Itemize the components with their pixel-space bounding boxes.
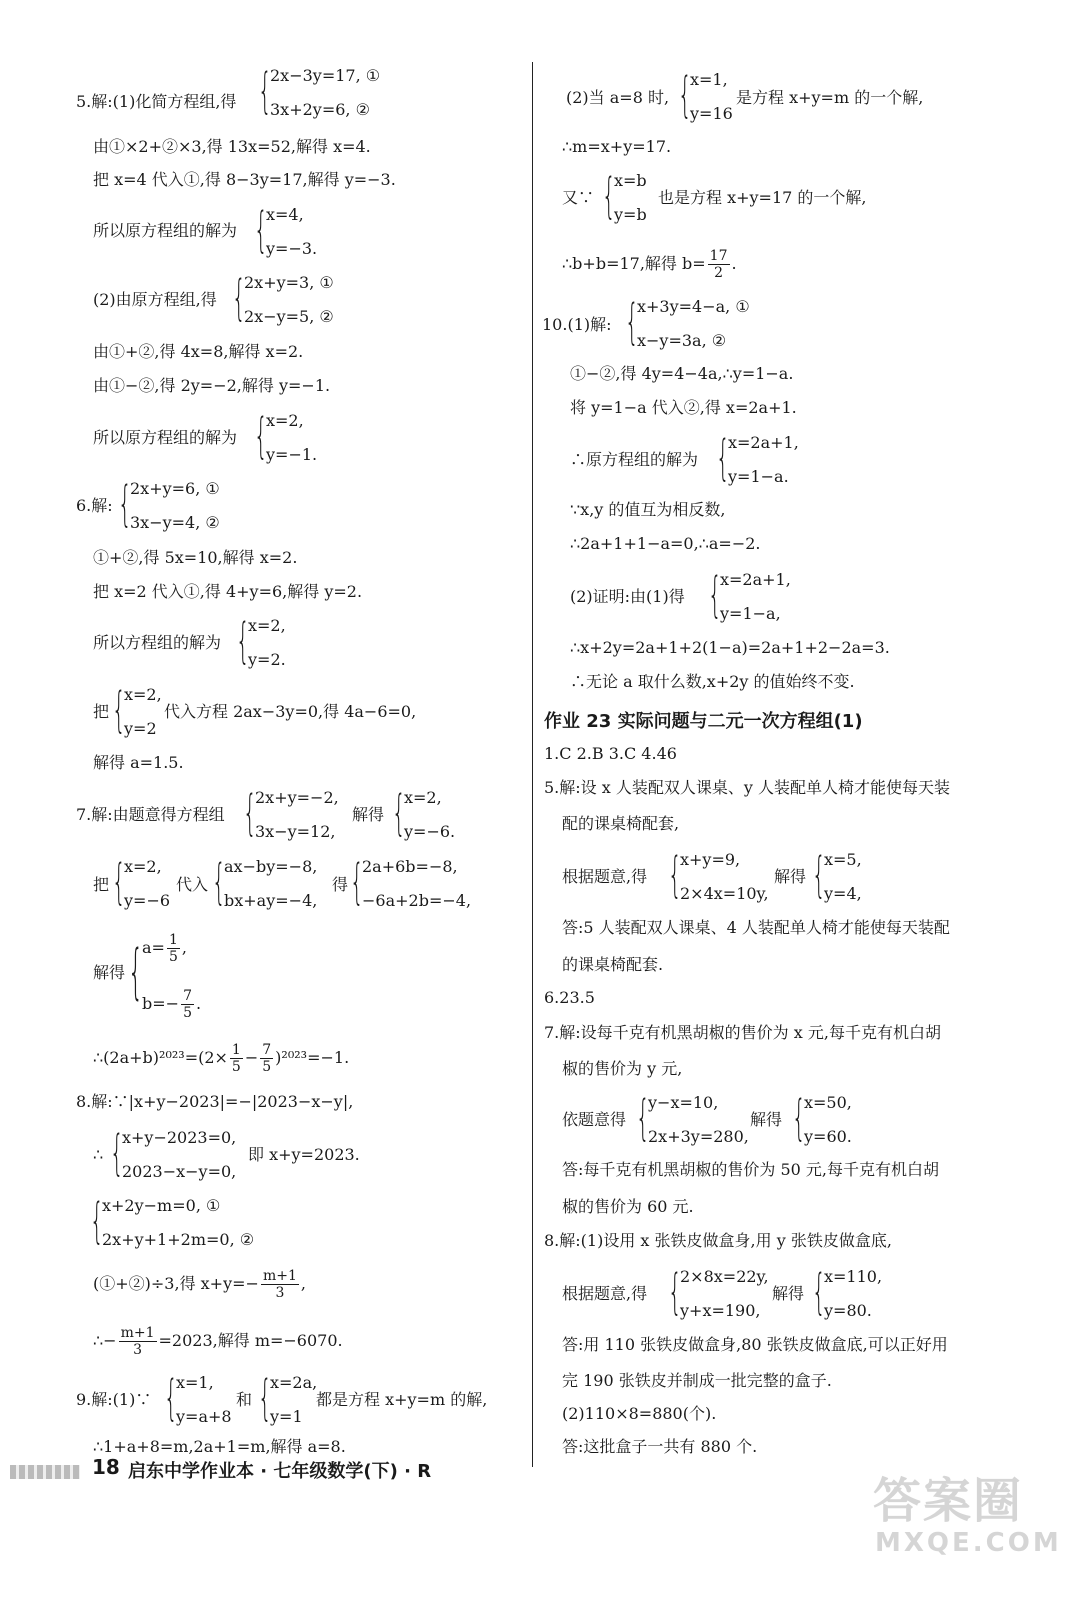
p6-line-4: 所以方程组的解为 — [93, 633, 222, 652]
p8-line-2b: 即 x+y=2023. — [248, 1145, 360, 1164]
p5-line-2: 由①×2+②×3,得 13x=52,解得 x=4. — [93, 137, 371, 156]
q5-line-5: 的课桌椅配套. — [562, 955, 664, 974]
q8-line-3: 答:用 110 张铁皮做盒身,80 张铁皮做盒底,可以正好用 — [562, 1335, 948, 1354]
p6-line-6: 解得 a=1.5. — [93, 753, 184, 772]
answers-1-4: 1.C 2.B 3.C 4.46 — [544, 744, 677, 763]
page-number: 18 — [92, 1455, 120, 1479]
p9-line-4: ∴m=x+y=17. — [562, 137, 672, 156]
p7-a-value: a= $\frac{1}{5}$ , — [142, 932, 187, 965]
q5-line-2: 配的课桌椅配套, — [562, 814, 680, 833]
section-heading: 作业 23 实际问题与二元一次方程组(1) — [544, 711, 863, 732]
p7-line-2b: 代入 — [176, 875, 209, 894]
q8-solve-label: 解得 — [772, 1284, 805, 1303]
p7-solve-label: 解得 — [352, 805, 385, 824]
footer-decoration — [10, 1465, 80, 1479]
p5-label: 5.解:(1)化简方程组,得 — [76, 92, 237, 111]
p6-line-3: 把 x=2 代入①,得 4+y=6,解得 y=2. — [93, 582, 363, 601]
book-title: 启东中学作业本 · 七年级数学(下) · R — [128, 1461, 432, 1482]
p8-line-2a: ∴ — [93, 1145, 104, 1164]
p10-line-2: ①−②,得 4y=4−4a,∴y=1−a. — [570, 364, 794, 383]
q5-line-4: 答:5 人装配双人课桌、4 人装配单人椅才能使每天装配 — [562, 918, 950, 937]
p5-line-8: 所以原方程组的解为 — [93, 428, 238, 447]
p9-line-3b: 是方程 x+y=m 的一个解, — [736, 88, 924, 107]
p7-b-value: b=− $\frac{7}{5}$ . — [142, 988, 202, 1021]
p9-line-6: ∴b+b=17,解得 b= $\frac{17}{2}$ . — [562, 248, 737, 281]
p7-line-4: ∴(2a+b)²⁰²³=(2× $\frac{1}{5}$ − $\frac{7}{5}$ )²⁰²³=−1. — [93, 1042, 350, 1075]
p10-line-7: (2)证明:由(1)得 — [570, 587, 685, 606]
p5-line-5: (2)由原方程组,得 — [93, 290, 217, 309]
p7-line-2a: 把 — [93, 875, 110, 894]
q5-line-1: 5.解:设 x 人装配双人课桌、y 人装配单人椅才能使每天装 — [544, 778, 950, 797]
q7-solve-label: 解得 — [750, 1110, 783, 1129]
p7-a-fraction: $\frac{1}{5}$ — [168, 932, 178, 965]
p6-line-5a: 把 — [93, 702, 110, 721]
p5-line-6: 由①+②,得 4x=8,解得 x=2. — [93, 342, 304, 361]
p6-line-2: ①+②,得 5x=10,解得 x=2. — [93, 548, 298, 567]
p7-line-2c: 得 — [332, 875, 349, 894]
p10-line-6: ∴2a+1+1−a=0,∴a=−2. — [570, 534, 761, 553]
p8-line-4: ∴− $\frac{m+1}{3}$ =2023,解得 m=−6070. — [93, 1325, 343, 1358]
p7-brace-large: { — [128, 937, 144, 1007]
q8-line-4: 完 190 张铁皮并制成一批完整的盒子. — [562, 1371, 832, 1390]
q8-line-5: (2)110×8=880(个). — [562, 1404, 717, 1423]
p6-line-5b: 代入方程 2ax−3y=0,得 4a−6=0, — [164, 702, 417, 721]
q8-line-6: 答:这批盒子一共有 880 个. — [562, 1437, 758, 1456]
p10-line-9: ∴无论 a 取什么数,x+2y 的值始终不变. — [570, 672, 855, 691]
p7-label: 7.解:由题意得方程组 — [76, 805, 225, 824]
p7-b-fraction: $\frac{7}{5}$ — [183, 988, 192, 1021]
p6-label: 6.解: — [76, 496, 113, 515]
p7-line-3: 解得 — [93, 963, 126, 982]
p9-line-2: ∴1+a+8=m,2a+1=m,解得 a=8. — [93, 1437, 346, 1456]
p9-and: 和 — [236, 1390, 253, 1409]
p10-label: 10.(1)解: — [542, 315, 612, 334]
p5-line-3: 把 x=4 代入①,得 8−3y=17,解得 y=−3. — [93, 170, 396, 189]
q7-line-3: 依题意得 — [562, 1110, 627, 1129]
p9-line-3a: (2)当 a=8 时, — [566, 88, 670, 107]
p9-line-5b: 也是方程 x+y=17 的一个解, — [658, 188, 867, 207]
q5-solve-label: 解得 — [774, 867, 807, 886]
q5-line-3: 根据题意,得 — [562, 867, 648, 886]
p5-line-7: 由①−②,得 2y=−2,解得 y=−1. — [93, 376, 331, 395]
q7-line-1: 7.解:设每千克有机黑胡椒的售价为 x 元,每千克有机白胡 — [544, 1023, 941, 1042]
q7-line-2: 椒的售价为 y 元, — [562, 1059, 683, 1078]
q6-answer: 6.23.5 — [544, 988, 595, 1007]
p9-line-5a: 又∵ — [562, 188, 595, 207]
q8-line-1: 8.解:(1)设用 x 张铁皮做盒身,用 y 张铁皮做盒底, — [544, 1231, 892, 1250]
q7-line-5: 椒的售价为 60 元. — [562, 1197, 694, 1216]
watermark-logo: 答案圈 MXQE.COM — [873, 1473, 1062, 1558]
p10-line-4: ∴原方程组的解为 — [570, 450, 699, 469]
column-divider — [532, 62, 533, 1467]
p9-label: 9.解:(1)∵ — [76, 1390, 152, 1409]
q8-line-2: 根据题意,得 — [562, 1284, 648, 1303]
p5-line-4: 所以原方程组的解为 — [93, 221, 238, 240]
p8-line-3: (①+②)÷3,得 x+y=− $\frac{m+1}{3}$ , — [93, 1268, 306, 1301]
p9-line-1b: 都是方程 x+y=m 的解, — [316, 1390, 488, 1409]
p10-line-3: 将 y=1−a 代入②,得 x=2a+1. — [570, 398, 797, 417]
p10-line-5: ∵x,y 的值互为相反数, — [570, 500, 726, 519]
p8-label: 8.解:∵|x+y−2023|=−|2023−x−y|, — [76, 1092, 354, 1111]
p10-line-8: ∴x+2y=2a+1+2(1−a)=2a+1+2−2a=3. — [570, 638, 890, 657]
q7-line-4: 答:每千克有机黑胡椒的售价为 50 元,每千克有机白胡 — [562, 1160, 940, 1179]
